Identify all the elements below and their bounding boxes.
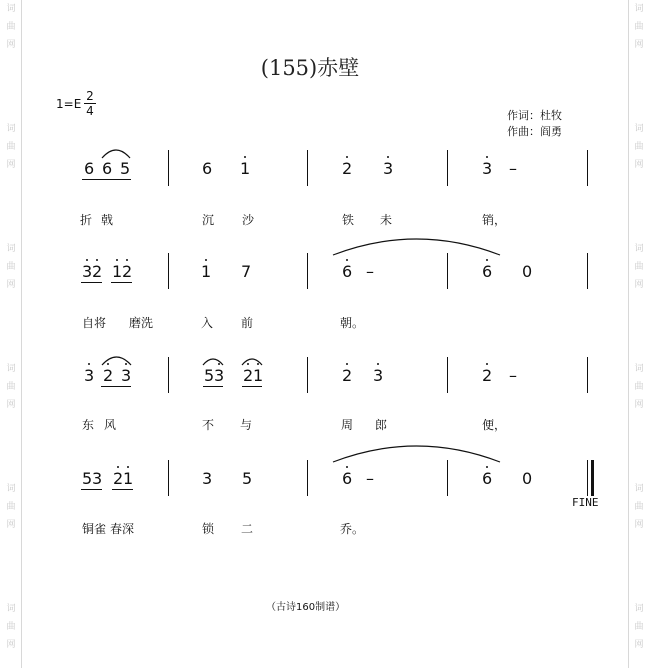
note: 6	[84, 159, 95, 178]
lyric: 朝。	[340, 316, 365, 330]
note: 2	[103, 366, 114, 385]
watermark-char: 词	[634, 124, 644, 134]
note: 2	[92, 262, 103, 281]
octave-dot-above	[244, 156, 246, 158]
lyric: 郎	[375, 418, 388, 432]
lyric: 铜雀	[82, 522, 107, 536]
lyric: 沉	[202, 213, 215, 227]
note: 5	[82, 469, 93, 488]
octave-dot-above	[86, 259, 88, 261]
lyric: 春深	[110, 522, 135, 536]
octave-dot-above	[346, 363, 348, 365]
octave-dot-above	[117, 466, 119, 468]
octave-dot-above	[205, 259, 207, 261]
watermark-char: 曲	[6, 262, 16, 272]
lyric: 前	[241, 316, 254, 330]
note: –	[366, 262, 374, 281]
lyric: 折	[80, 213, 93, 227]
lyric: 铁	[342, 213, 355, 227]
lyric: 乔。	[340, 522, 365, 536]
slur	[242, 359, 262, 367]
note: 3	[202, 469, 213, 488]
note: 0	[522, 262, 533, 281]
watermark-char: 网	[6, 280, 16, 290]
watermark-char: 网	[634, 280, 644, 290]
watermark-char: 词	[6, 4, 16, 14]
note: –	[509, 366, 517, 385]
watermark-char: 词	[6, 364, 16, 374]
right-watermark-strip	[628, 0, 650, 668]
note: 1	[201, 262, 212, 281]
bar-line	[587, 460, 588, 496]
watermark-char: 网	[634, 520, 644, 530]
song-title: (155)赤壁	[260, 56, 360, 80]
note: 2	[122, 262, 133, 281]
lyric: 未	[380, 213, 393, 227]
note: 6	[342, 469, 353, 488]
note: 3	[383, 159, 394, 178]
note: 6	[102, 159, 113, 178]
lyric: 锁	[202, 522, 215, 536]
watermark-char: 曲	[634, 142, 644, 152]
bar-line	[447, 357, 448, 393]
note: 2	[243, 366, 254, 385]
watermark-char: 网	[634, 160, 644, 170]
beam-underline	[242, 386, 262, 387]
watermark-char: 词	[6, 484, 16, 494]
octave-dot-above	[377, 363, 379, 365]
note: 6	[342, 262, 353, 281]
beam-underline	[82, 179, 102, 180]
watermark-char: 网	[6, 400, 16, 410]
note: 6	[202, 159, 213, 178]
octave-dot-above	[96, 259, 98, 261]
lyric: 沙	[242, 213, 255, 227]
lyric: 周	[341, 418, 354, 432]
octave-dot-above	[387, 156, 389, 158]
composer-credit: 作曲：阎勇	[507, 125, 562, 138]
watermark-char: 词	[634, 4, 644, 14]
octave-dot-above	[486, 466, 488, 468]
note: 1	[240, 159, 251, 178]
key-signature: 1=E	[56, 97, 82, 111]
octave-dot-above	[486, 156, 488, 158]
watermark-char: 曲	[634, 382, 644, 392]
beam-underline	[112, 489, 133, 490]
beam-underline	[203, 386, 223, 387]
lyric: 销，	[482, 213, 507, 227]
lyric: 风	[104, 418, 117, 432]
bar-line	[307, 460, 308, 496]
note: 5	[242, 469, 253, 488]
beam-underline	[111, 282, 132, 283]
note: 5	[204, 366, 215, 385]
watermark-char: 网	[6, 160, 16, 170]
watermark-char: 词	[6, 244, 16, 254]
watermark-char: 网	[634, 40, 644, 50]
note: 0	[522, 469, 533, 488]
watermark-char: 曲	[634, 262, 644, 272]
watermark-char: 曲	[6, 502, 16, 512]
bar-line	[307, 357, 308, 393]
slur	[102, 357, 131, 367]
note: 5	[120, 159, 131, 178]
watermark-char: 曲	[6, 142, 16, 152]
watermark-char: 词	[6, 604, 16, 614]
lyric: 不	[202, 418, 215, 432]
bar-line	[168, 460, 169, 496]
bar-line	[447, 460, 448, 496]
watermark-char: 网	[634, 640, 644, 650]
bar-line	[587, 253, 588, 289]
watermark-char: 词	[634, 364, 644, 374]
watermark-char: 词	[6, 124, 16, 134]
fine-marking: FINE	[572, 496, 599, 509]
tie	[333, 446, 500, 464]
lyric: 东	[82, 418, 95, 432]
note: –	[509, 159, 517, 178]
lyric: 入	[201, 316, 214, 330]
watermark-char: 网	[6, 520, 16, 530]
note: 3	[82, 262, 93, 281]
note: –	[366, 469, 374, 488]
watermark-char: 网	[634, 400, 644, 410]
octave-dot-above	[346, 466, 348, 468]
bar-line	[587, 150, 588, 186]
lyric: 自将	[82, 316, 107, 330]
time-signature-bottom: 4	[86, 104, 94, 118]
octave-dot-above	[346, 259, 348, 261]
watermark-char: 曲	[6, 22, 16, 32]
lyric: 二	[241, 522, 254, 536]
watermark-char: 词	[634, 604, 644, 614]
note: 3	[482, 159, 493, 178]
watermark-char: 曲	[6, 382, 16, 392]
bar-line	[447, 150, 448, 186]
lyric: 戟	[101, 213, 114, 227]
octave-dot-above	[88, 363, 90, 365]
watermark-char: 曲	[634, 22, 644, 32]
beam-underline	[101, 179, 131, 180]
note: 1	[112, 262, 123, 281]
beam-underline	[81, 489, 102, 490]
octave-dot-above	[127, 466, 129, 468]
watermark-char: 曲	[6, 622, 16, 632]
time-signature-top: 2	[86, 89, 94, 103]
lyric: 便，	[482, 418, 507, 432]
final-bar-line	[591, 460, 594, 496]
watermark-char: 词	[634, 484, 644, 494]
note: 1	[253, 366, 264, 385]
note: 3	[92, 469, 103, 488]
time-signature	[84, 90, 96, 117]
note: 1	[123, 469, 134, 488]
slur	[203, 359, 223, 367]
watermark-char: 词	[634, 244, 644, 254]
watermark-char: 曲	[634, 502, 644, 512]
note: 2	[482, 366, 493, 385]
note: 3	[373, 366, 384, 385]
note: 2	[342, 366, 353, 385]
bar-line	[168, 253, 169, 289]
lyric: 与	[240, 418, 253, 432]
watermark-char: 网	[6, 640, 16, 650]
note: 6	[482, 262, 493, 281]
octave-dot-above	[116, 259, 118, 261]
left-watermark-strip	[0, 0, 22, 668]
octave-dot-above	[346, 156, 348, 158]
octave-dot-above	[486, 363, 488, 365]
octave-dot-above	[486, 259, 488, 261]
bar-line	[307, 150, 308, 186]
lyric: 磨洗	[129, 316, 154, 330]
watermark-char: 曲	[634, 622, 644, 632]
note: 3	[121, 366, 132, 385]
bar-line	[168, 150, 169, 186]
bar-line	[168, 357, 169, 393]
note: 3	[84, 366, 95, 385]
bar-line	[447, 253, 448, 289]
note: 2	[342, 159, 353, 178]
note: 6	[482, 469, 493, 488]
slur	[102, 150, 130, 160]
bar-line	[587, 357, 588, 393]
beam-underline	[81, 282, 102, 283]
note: 3	[214, 366, 225, 385]
beam-underline	[101, 386, 131, 387]
bar-line	[307, 253, 308, 289]
footer-note: （古诗160制谱）	[266, 602, 346, 613]
lyricist-credit: 作词：杜牧	[507, 109, 562, 122]
octave-dot-above	[126, 259, 128, 261]
note: 2	[113, 469, 124, 488]
tie	[333, 239, 500, 257]
note: 7	[241, 262, 252, 281]
watermark-char: 网	[6, 40, 16, 50]
